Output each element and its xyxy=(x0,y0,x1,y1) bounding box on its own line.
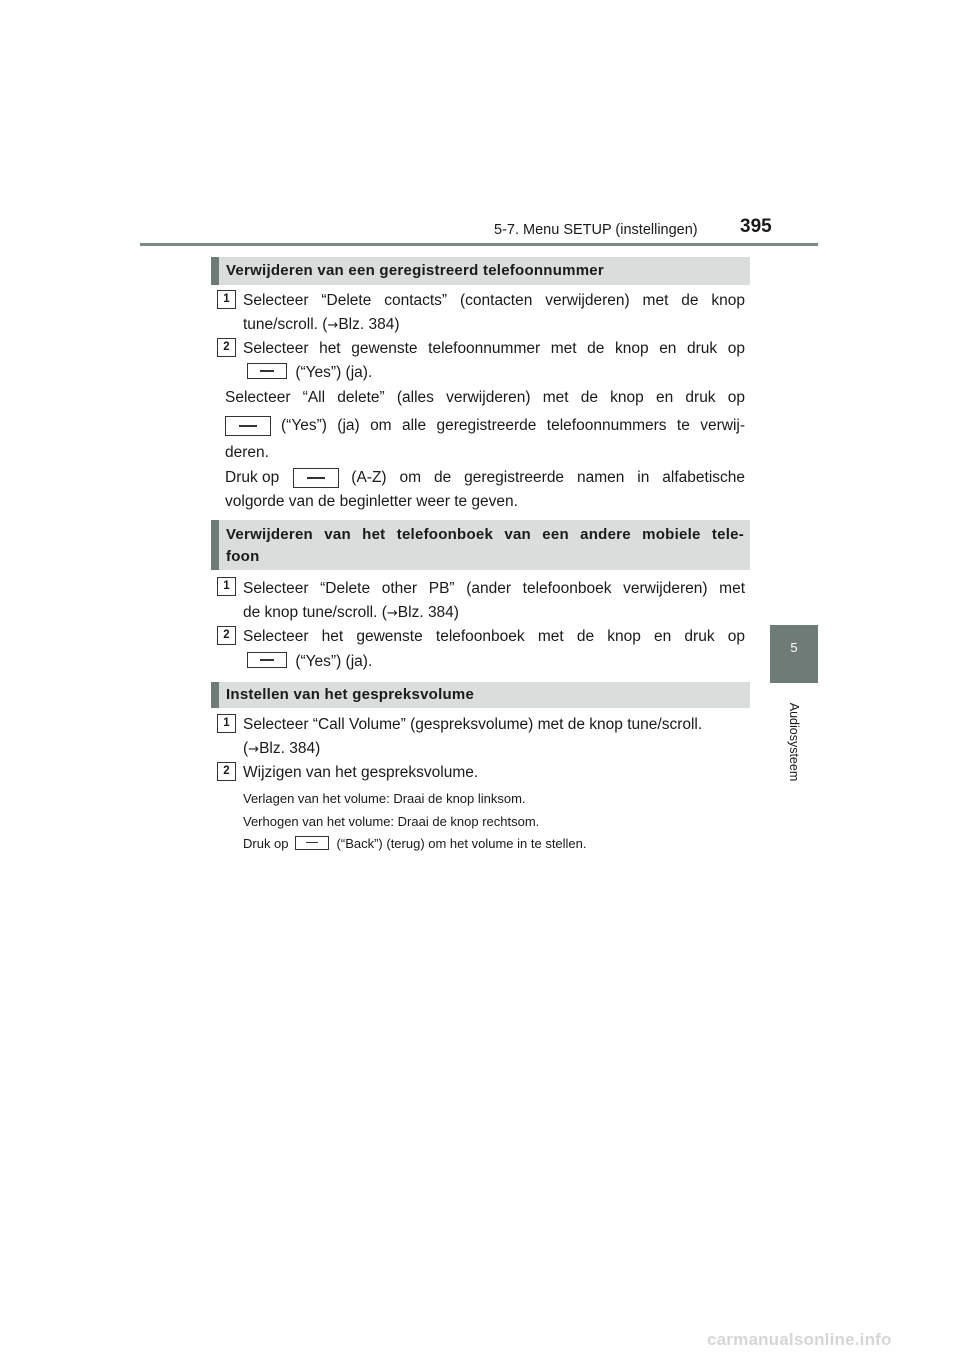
text-fragment: (“Back”) (terug) om het volume in te stellen. xyxy=(336,836,587,851)
text-fragment: tune/scroll. ( xyxy=(243,316,328,333)
back-button-icon xyxy=(295,836,329,850)
text-fragment: (“Yes”) (ja). xyxy=(295,364,373,381)
text-fragment: (“Yes”) (ja). xyxy=(295,653,373,670)
yes-button-icon xyxy=(247,363,287,379)
arrow-right-icon: → xyxy=(248,742,260,757)
step-badge: 2 xyxy=(217,626,236,645)
step-text xyxy=(243,737,320,762)
sub-note: Verhogen van het volume: Draai de knop rechtsom. xyxy=(243,814,540,829)
text-fragment: (A-Z) om de geregistreerde namen in alfabetische xyxy=(351,469,745,486)
step-text: Selecteer het gewenste telefoonboek met de knop en druk op xyxy=(243,628,745,645)
step-text: Selecteer “Delete contacts” (contacten verwijderen) met de knop xyxy=(243,292,745,309)
note-text xyxy=(225,414,745,438)
step-badge: 2 xyxy=(217,762,236,781)
step-text: Wijzigen van het gespreksvolume. xyxy=(243,764,479,781)
text-fragment: ( xyxy=(243,740,249,757)
watermark: carmanualsonline.info xyxy=(707,1330,892,1349)
arrow-right-icon: → xyxy=(386,606,398,621)
sub-note xyxy=(243,836,587,851)
step-text xyxy=(243,601,459,626)
step-text: Selecteer “Delete other PB” (ander telefoonboek verwijderen) met xyxy=(243,580,745,597)
step-badge: 1 xyxy=(217,714,236,733)
chapter-tab-number: 5 xyxy=(770,625,818,683)
section-header: Instellen van het gespreksvolume xyxy=(211,682,750,708)
chapter-tab-label xyxy=(770,692,818,792)
yes-button-icon xyxy=(247,652,287,668)
az-button-icon xyxy=(293,468,339,488)
step-text xyxy=(243,650,372,674)
running-header: 5-7. Menu SETUP (instellingen) xyxy=(494,222,698,238)
header-rule xyxy=(140,243,818,246)
section-header-line: foon xyxy=(226,548,260,565)
section-header: Verwijderen van een geregistreerd telefoonnummer xyxy=(211,257,750,285)
step-badge: 1 xyxy=(217,577,236,596)
section-header-line: Verwijderen van het telefoonboek van een andere mobiele tele- xyxy=(226,526,744,543)
text-fragment: Blz. 384) xyxy=(259,740,321,757)
text-fragment: de knop tune/scroll. ( xyxy=(243,604,387,621)
step-badge: 2 xyxy=(217,338,236,357)
yes-button-icon xyxy=(225,416,271,436)
sub-note: Verlagen van het volume: Draai de knop linksom. xyxy=(243,791,526,806)
note-text: Selecteer “All delete” (alles verwijderen) met de knop en druk op xyxy=(225,389,745,406)
step-text: Selecteer “Call Volume” (gespreksvolume) met de knop tune/scroll. xyxy=(243,716,703,733)
text-fragment: Druk op xyxy=(243,836,289,851)
note-text: volgorde van de beginletter weer te geven. xyxy=(225,493,518,510)
note-text xyxy=(225,466,745,490)
text-fragment: (“Yes”) (ja) om alle geregistreerde telefoonnummers te verwij- xyxy=(281,417,745,434)
page-number: 395 xyxy=(740,216,772,237)
step-badge: 1 xyxy=(217,290,236,309)
chapter-tab-label-text: Audiosysteem xyxy=(787,702,801,782)
step-text: Selecteer het gewenste telefoonnummer met de knop en druk op xyxy=(243,340,745,357)
note-text: deren. xyxy=(225,444,269,461)
step-text xyxy=(243,313,400,338)
text-fragment: Druk op xyxy=(225,469,280,486)
step-text xyxy=(243,361,372,385)
text-fragment: Blz. 384) xyxy=(397,604,459,621)
section-header xyxy=(211,520,750,570)
text-fragment: Blz. 384) xyxy=(338,316,400,333)
arrow-right-icon: → xyxy=(327,318,339,333)
